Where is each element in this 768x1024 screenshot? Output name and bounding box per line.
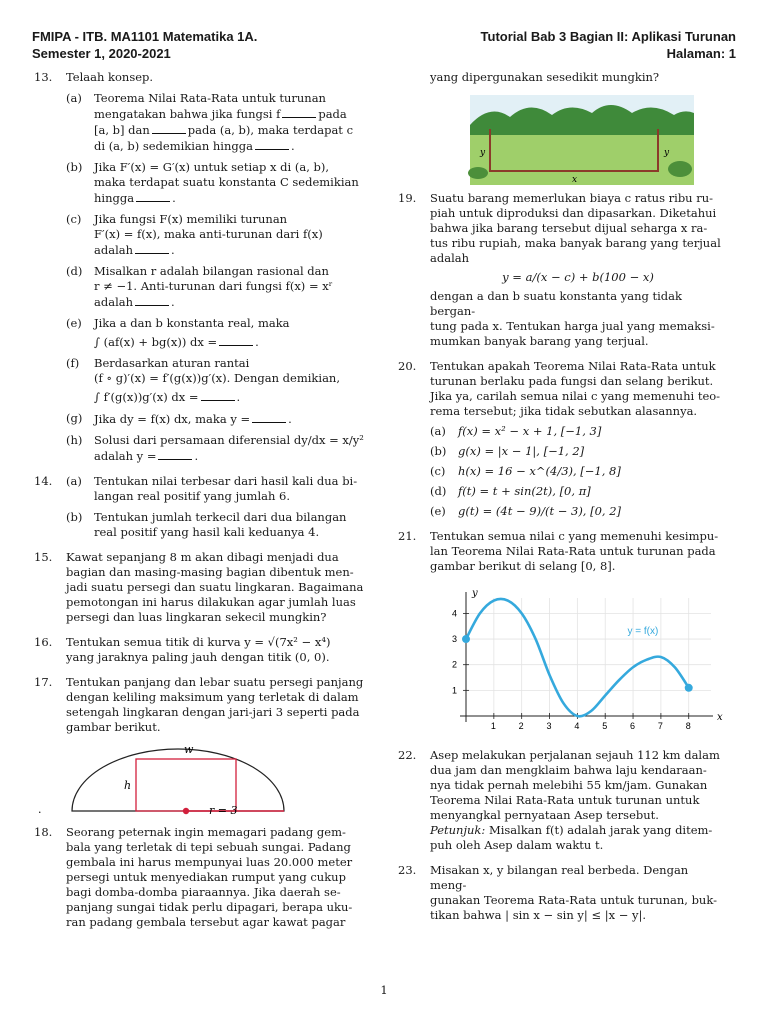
- sub-label: (a): [430, 424, 446, 438]
- problem-number: 14.: [34, 474, 53, 488]
- text-line: pemotongan ini harus dilakukan agar jumlah luas: [66, 595, 356, 609]
- text-line: pada: [318, 107, 347, 121]
- problem-21: [396, 529, 726, 738]
- text-line: Misalkan r adalah bilangan rasional dan: [94, 264, 329, 278]
- text-line: F′(x) = f(x), maka anti-turunan dari f(x): [94, 227, 323, 241]
- hint-label: Petunjuk:: [430, 823, 486, 837]
- center-point: [183, 808, 189, 814]
- function-interval: g(t) = (4t − 9)/(t − 3), [0, 2]: [458, 504, 622, 518]
- problem-number: 19.: [398, 191, 417, 205]
- text-line: Tentukan jumlah terkecil dari dua bilangan: [94, 510, 347, 524]
- sub-label: (d): [66, 264, 83, 278]
- text-line: Solusi dari persamaan diferensial dy/dx = x/y²: [94, 433, 364, 447]
- sub-label: (a): [66, 474, 82, 488]
- semicircle-rectangle-figure: [38, 735, 366, 817]
- fill-blank: [136, 190, 170, 202]
- sub-label: (f): [66, 356, 80, 370]
- text-line: Jika fungsi F(x) memiliki turunan: [94, 212, 288, 226]
- problem-14b: [66, 510, 378, 540]
- sub-label: (b): [66, 510, 83, 524]
- problem-number: 23.: [398, 863, 417, 877]
- text-line: Jika F′(x) = G′(x) untuk setiap x di (a, b),: [94, 160, 330, 174]
- y-tick-label: 4: [452, 608, 458, 619]
- x-axis-label: x: [717, 712, 723, 723]
- text-line: maka terdapat suatu konstanta C sedemikian: [94, 175, 359, 189]
- hint-text: puh oleh Asep dalam waktu t.: [430, 838, 604, 852]
- hint-text: Misalkan f(t) adalah jarak yang ditem-: [488, 823, 713, 837]
- text-line: setengah lingkaran dengan jari-jari 3 seperti pada: [66, 705, 360, 719]
- text-line: yang dipergunakan sesedikit mungkin?: [430, 70, 660, 84]
- text-line: gembala ini harus mempunyai luas 20.000 meter: [66, 855, 353, 869]
- problem-number: 21.: [398, 529, 417, 543]
- problem-13c: [66, 212, 378, 258]
- function-interval: f(x) = x² − x + 1, [−1, 3]: [458, 424, 602, 438]
- problem-13: [32, 70, 378, 464]
- fill-blank: [201, 389, 235, 401]
- text-line: bagian dan masing-masing bagian dibentuk men-: [66, 565, 354, 579]
- text-line: Jika dy = f(x) dx, maka y =: [94, 412, 251, 426]
- text-line: bahwa jika barang tersebut dijual seharga x ra-: [430, 221, 708, 235]
- text-line: Tentukan apakah Teorema Nilai Rata-Rata untuk: [430, 359, 716, 373]
- text-line: bagi domba-domba piaraannya. Jika daerah se-: [66, 885, 341, 899]
- text-line: mengatakan bahwa jika fungsi f: [94, 107, 281, 121]
- text-line: bala yang terletak di tepi sebuah sungai. Padang: [66, 840, 351, 854]
- text-line: adalah: [94, 295, 134, 309]
- sub-label: (a): [66, 91, 82, 105]
- fence-y-right: y: [664, 148, 670, 158]
- problem-number: 17.: [34, 675, 53, 689]
- problem-18: [32, 825, 378, 930]
- x-tick-label: 7: [657, 721, 663, 731]
- text-line: Suatu barang memerlukan biaya c ratus ribu ru-: [430, 191, 714, 205]
- left-column: [32, 70, 378, 940]
- text-line: [a, b] dan: [94, 123, 150, 137]
- endpoint-dot: [462, 635, 470, 643]
- text-line: r ≠ −1. Anti-turunan dari fungsi f(x) = xʳ: [94, 279, 333, 293]
- sub-label: (e): [66, 316, 82, 330]
- problem-20c: [430, 464, 726, 479]
- text-line: real positif yang hasil kali keduanya 4.: [94, 525, 320, 539]
- text-line: menyangkal pernyataan Asep tersebut.: [430, 808, 659, 822]
- text-line: mumkan banyak barang yang terjual.: [430, 334, 649, 348]
- text-line: .: [255, 335, 259, 349]
- problem-20: [396, 359, 726, 519]
- bush: [468, 167, 488, 179]
- problem-16: [32, 635, 378, 665]
- text-line: pada (a, b), maka terdapat c: [187, 123, 354, 137]
- text-line: .: [194, 449, 199, 463]
- problem-number: 16.: [34, 635, 53, 649]
- pasture-grass: [470, 135, 694, 185]
- sub-label: (b): [66, 160, 83, 174]
- sub-label: (c): [66, 212, 82, 226]
- text-line: jadi suatu persegi dan suatu lingkaran. Bagaimana: [66, 580, 364, 594]
- text-line: gambar berikut.: [66, 720, 161, 734]
- tutorial-title: Tutorial Bab 3 Bagian II: Aplikasi Turunan: [480, 29, 736, 44]
- text-line: dua jam dan mengklaim bahwa laju kendaraan-: [430, 763, 707, 777]
- text-line: gambar berikut di selang [0, 8].: [430, 559, 616, 573]
- problem-18-continued: [396, 70, 726, 185]
- bush: [668, 161, 692, 177]
- text-line: di (a, b) sedemikian hingga: [94, 139, 253, 153]
- fill-blank: [252, 411, 286, 423]
- radius-label: r = 3: [209, 804, 238, 817]
- text-line: Jika ya, carilah semua nilai c yang memenuhi teo-: [430, 389, 721, 403]
- text-line: tung pada x. Tentukan harga jual yang memaksi-: [430, 319, 715, 333]
- problem-17: [32, 675, 378, 815]
- problem-20b: [430, 444, 726, 459]
- text-line: tikan bahwa | sin x − sin y| ≤ |x − y|.: [430, 908, 647, 922]
- sub-label: (g): [66, 411, 83, 425]
- problem-13g: [66, 411, 378, 427]
- text-line: dengan a dan b suatu konstanta yang tidak bergan-: [430, 289, 682, 318]
- text-line: Tentukan semua nilai c yang memenuhi kesimpu-: [430, 529, 719, 543]
- y-tick-label: 1: [452, 685, 458, 696]
- text-line: turunan berlaku pada fungsi dan selang berikut.: [430, 374, 714, 388]
- text-line: Seorang peternak ingin memagari padang gem-: [66, 825, 346, 839]
- x-tick-label: 4: [574, 721, 580, 731]
- function-interval: h(x) = 16 − x^(4/3), [−1, 8]: [458, 464, 621, 478]
- text-line: yang jaraknya paling jauh dengan titik (0, 0).: [66, 650, 330, 664]
- semicircle: [72, 749, 284, 811]
- semester: Semester 1, 2020-2021: [32, 46, 171, 61]
- x-tick-label: 1: [490, 721, 496, 731]
- x-tick-label: 5: [602, 721, 608, 731]
- text-line: panjang sungai tidak perlu dipagari, berapa uku-: [66, 900, 353, 914]
- fill-blank: [152, 122, 186, 134]
- fill-blank: [135, 242, 169, 254]
- text-line: .: [171, 295, 175, 309]
- text-line: nya tidak pernah melebihi 55 km/jam. Gunakan: [430, 778, 708, 792]
- function-interval: g(x) = |x − 1|, [−1, 2]: [458, 444, 585, 458]
- problem-13h: [66, 433, 378, 464]
- problem-number: 18.: [34, 825, 53, 839]
- right-column: [396, 70, 726, 933]
- sub-label: (b): [430, 444, 447, 458]
- sub-label: (h): [66, 433, 83, 447]
- text-line: Tentukan semua titik di kurva y = √(7x² − x⁴): [66, 635, 331, 649]
- sub-label: (c): [430, 464, 446, 478]
- x-tick-label: 2: [518, 721, 524, 731]
- text-line: .: [236, 390, 241, 404]
- problem-13f: [66, 356, 378, 405]
- function-interval: f(t) = t + sin(2t), [0, π]: [458, 484, 591, 498]
- text-line: adalah: [430, 251, 470, 265]
- integral-expression: ∫ f′(g(x))g′(x) dx =: [94, 390, 199, 404]
- fill-blank: [282, 106, 316, 118]
- problem-13d: [66, 264, 378, 310]
- text-line: Misakan x, y bilangan real berbeda. Dengan meng-: [430, 863, 689, 892]
- y-axis-label: y: [472, 588, 478, 599]
- text-line: rema tersebut; jika tidak sebutkan alasannya.: [430, 404, 698, 418]
- text-line: .: [290, 139, 295, 153]
- text-line: Kawat sepanjang 8 m akan dibagi menjadi dua: [66, 550, 339, 564]
- page-label: Halaman: 1: [666, 46, 736, 61]
- fill-blank: [135, 294, 169, 306]
- problem-19: [396, 191, 726, 349]
- text-line: Asep melakukan perjalanan sejauh 112 km dalam: [430, 748, 720, 762]
- problem-number: 15.: [34, 550, 53, 564]
- function-graph: [436, 588, 726, 738]
- curve-label: y = f(x): [627, 625, 659, 637]
- page-number: 1: [380, 983, 388, 997]
- fence-y-left: y: [480, 148, 486, 158]
- width-label: w: [184, 743, 194, 756]
- sub-label: (d): [430, 484, 447, 498]
- course-title: FMIPA - ITB. MA1101 Matematika 1A.: [32, 29, 258, 44]
- y-tick-label: 3: [452, 634, 458, 645]
- problem-14a: [66, 474, 378, 504]
- text-line: dengan keliling maksimum yang terletak di dalam: [66, 690, 359, 704]
- x-tick-label: 3: [546, 721, 552, 731]
- text-line: persegi untuk menyediakan rumput yang cukup: [66, 870, 346, 884]
- fill-blank: [219, 334, 253, 346]
- text-line: langan real positif yang jumlah 6.: [94, 489, 291, 503]
- problem-23: [396, 863, 726, 923]
- integral-expression: ∫ (af(x) + bg(x)) dx =: [94, 335, 218, 349]
- problem-number: 20.: [398, 359, 417, 373]
- text-line: Jika a dan b konstanta real, maka: [94, 316, 290, 330]
- sub-label: (e): [430, 504, 446, 518]
- problem-15: [32, 550, 378, 625]
- problem-number: 22.: [398, 748, 417, 762]
- fill-blank: [158, 448, 192, 460]
- problem-13a: [66, 91, 378, 154]
- text-line: Tentukan nilai terbesar dari hasil kali dua bi-: [94, 474, 358, 488]
- problem-14: [32, 474, 378, 540]
- text-line: tus ribu rupiah, maka banyak barang yang terjual: [430, 236, 721, 250]
- problem-number: 13.: [34, 70, 53, 84]
- text-line: Teorema Nilai Rata-Rata untuk turunan: [94, 91, 326, 105]
- text-line: .: [171, 243, 175, 257]
- x-tick-label: 8: [685, 721, 691, 731]
- text-line: piah untuk diproduksi dan dipasarkan. Diketahui: [430, 206, 717, 220]
- text-line: Tentukan panjang dan lebar suatu persegi panjang: [66, 675, 364, 689]
- text-line: Berdasarkan aturan rantai: [94, 356, 250, 370]
- problem-20d: [430, 484, 726, 499]
- text-line: .: [172, 191, 176, 205]
- problem-13b: [66, 160, 378, 206]
- page-header: [32, 28, 736, 62]
- text-line: adalah: [94, 243, 134, 257]
- endpoint-dot: [685, 684, 693, 692]
- y-tick-label: 2: [452, 659, 458, 670]
- x-tick-label: 6: [630, 721, 636, 731]
- fill-blank: [255, 138, 289, 150]
- text-line: persegi dan luas lingkaran sekecil mungkin?: [66, 610, 327, 624]
- height-label: h: [124, 779, 132, 792]
- text-line: (f ∘ g)′(x) = f′(g(x))g′(x). Dengan demikian,: [94, 371, 340, 385]
- text-line: ran padang gembala tersebut agar kawat pagar: [66, 915, 346, 929]
- pasture-river-figure: [470, 95, 694, 185]
- text-line: gunakan Teorema Rata-Rata untuk turunan, buk-: [430, 893, 717, 907]
- problem-20a: [430, 424, 726, 439]
- text-line: Teorema Nilai Rata-Rata untuk turunan untuk: [430, 793, 700, 807]
- text-line: .: [288, 412, 292, 426]
- problem-20e: [430, 504, 726, 519]
- problem-13e: [66, 316, 378, 350]
- equation: y = a/(x − c) + b(100 − x): [502, 270, 654, 284]
- fence-x: x: [572, 175, 578, 185]
- text-line: hingga: [94, 191, 135, 205]
- text-line: lan Teorema Nilai Rata-Rata untuk turunan pada: [430, 544, 716, 558]
- problem-22: [396, 748, 726, 853]
- text-line: adalah y =: [94, 449, 157, 463]
- problem-title: Telaah konsep.: [66, 70, 154, 84]
- stray-period: .: [38, 803, 42, 816]
